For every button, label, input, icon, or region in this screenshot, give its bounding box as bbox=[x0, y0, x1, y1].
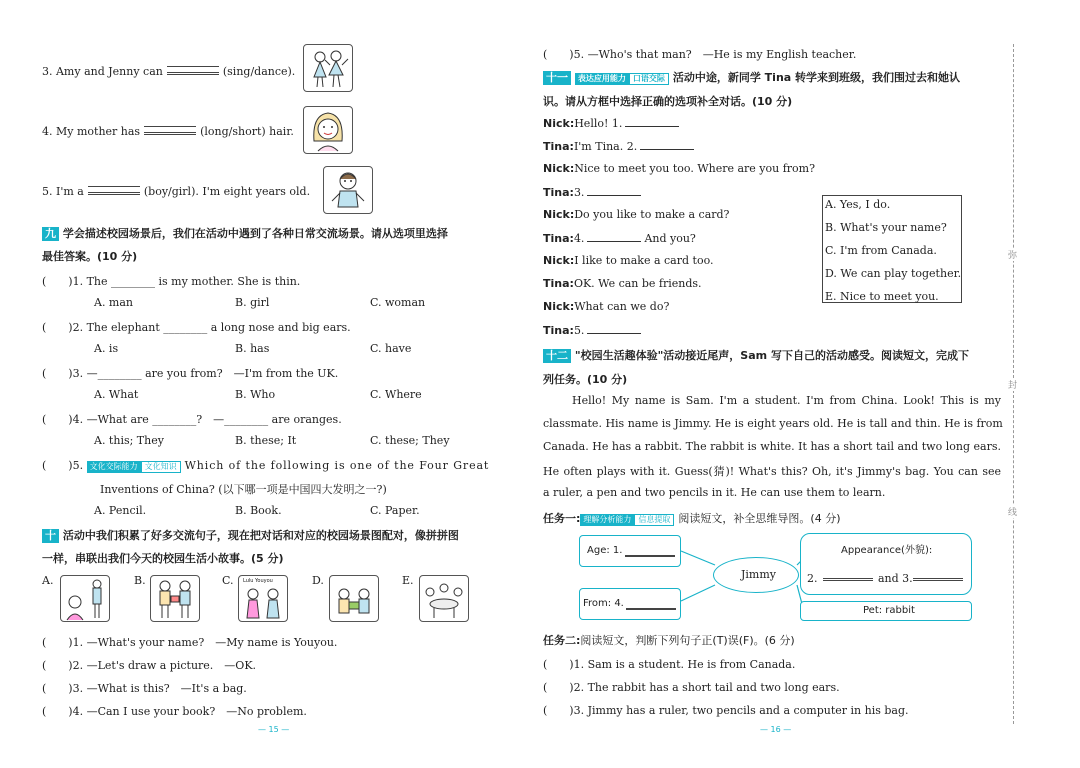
mind-map-appearance-node bbox=[800, 533, 972, 595]
option-item: C. I'm from Canada. bbox=[825, 244, 937, 257]
task-2-label: 任务二: bbox=[543, 634, 581, 647]
mind-3-blank-line2 bbox=[913, 580, 963, 581]
passage-line: a ruler, a pen and two pencils in it. He can use them to learn. bbox=[543, 486, 886, 499]
mc5-tag-topic: 文化知识 bbox=[141, 461, 181, 473]
mc-option-b[interactable]: B. girl bbox=[235, 296, 270, 309]
section-12-line2: 列任务。(10 分) bbox=[543, 373, 628, 386]
dialog-text: I like to make a card too. bbox=[574, 254, 714, 267]
dialog-text: Hello! 1. bbox=[574, 117, 623, 130]
section-10-line2: 一样，串联出我们今天的校园生活小故事。(5 分) bbox=[42, 552, 284, 565]
mc-question-2-paren[interactable]: ( bbox=[42, 321, 47, 334]
speaker-name: Tina: bbox=[543, 324, 574, 337]
mc-option-c[interactable]: C. have bbox=[370, 342, 412, 355]
match-question-2-paren[interactable]: ( bbox=[42, 659, 47, 672]
passage-line: classmate. His name is Jimmy. He is eight years old. He is tall and thin. He is from bbox=[543, 417, 1003, 430]
dialog-text: 4. bbox=[573, 232, 585, 245]
q3-text: 3. Amy and Jenny can bbox=[42, 65, 163, 78]
task-1-text: 阅读短文，补全思维导图。(4 分) bbox=[678, 512, 841, 525]
mc-question-4-paren[interactable]: ( bbox=[42, 413, 47, 426]
mind-map-age-node bbox=[579, 535, 681, 567]
match5-text: )5. —Who's that man? —He is my English teacher. bbox=[569, 48, 857, 61]
mc5-paren[interactable]: ( bbox=[42, 459, 47, 472]
mind-3-label: and 3. bbox=[878, 572, 913, 585]
speaker-name: Nick: bbox=[543, 254, 575, 267]
mind-map-pet-node bbox=[800, 601, 972, 621]
mind-from-blank[interactable] bbox=[626, 597, 676, 609]
option-item: B. What's your name? bbox=[825, 221, 947, 234]
section-11-tag-topic: 口语交际 bbox=[629, 73, 669, 85]
tf-question-2-paren[interactable]: ( bbox=[543, 681, 548, 694]
mc5-option-b[interactable]: B. Book. bbox=[235, 504, 282, 517]
dialog-text: 5. bbox=[573, 324, 585, 337]
match-question-1-paren[interactable]: ( bbox=[42, 636, 47, 649]
mc5-stem: Which of the following is one of the Four Great bbox=[184, 459, 490, 472]
mc-question-3-paren[interactable]: ( bbox=[42, 367, 47, 380]
tf-text: )3. Jimmy has a ruler, two pencils and a computer in his bag. bbox=[569, 704, 909, 717]
match-text: )3. —What is this? —It's a bag. bbox=[68, 682, 247, 695]
section-9-line2: 最佳答案。(10 分) bbox=[42, 250, 138, 263]
speaker-name: Nick: bbox=[543, 117, 575, 130]
mc-option-a[interactable]: A. man bbox=[94, 296, 134, 309]
passage-line: Canada. He has a rabbit. The rabbit is white. It has a short tail and two long ears. bbox=[543, 440, 1001, 453]
dialog-text: Nice to meet you too. Where are you from? bbox=[574, 162, 816, 175]
passage-line: Hello! My name is Sam. I'm a student. I'm from China. Look! This is my bbox=[572, 394, 1001, 407]
mind-2-label: 2. bbox=[807, 572, 818, 585]
task-1-tag-topic: 信息提取 bbox=[634, 514, 674, 526]
tf-question-1-paren[interactable]: ( bbox=[543, 658, 548, 671]
mc-option-b[interactable]: B. has bbox=[235, 342, 270, 355]
mc5-option-c[interactable]: C. Paper. bbox=[370, 504, 420, 517]
tf-text: )1. Sam is a student. He is from Canada. bbox=[569, 658, 796, 671]
mind-age-blank-line2 bbox=[625, 556, 675, 557]
page-number-left: — 15 — bbox=[258, 725, 290, 734]
dialog-text: OK. We can be friends. bbox=[573, 277, 702, 290]
dialog-text: What can we do? bbox=[574, 300, 670, 313]
tf-question-3-paren[interactable]: ( bbox=[543, 704, 548, 717]
match-text: )2. —Let's draw a picture. —OK. bbox=[68, 659, 257, 672]
task-1-label: 任务一: bbox=[543, 512, 581, 525]
mind-map-center-node bbox=[713, 557, 799, 593]
mind-age-blank[interactable] bbox=[625, 544, 675, 556]
pic-label-a: A. bbox=[42, 574, 54, 587]
speaker-name: Tina: bbox=[543, 232, 574, 245]
mind-center-label: Jimmy bbox=[741, 568, 777, 581]
q5-hint: (boy/girl). I'm eight years old. bbox=[143, 185, 311, 198]
task-2-heading bbox=[543, 632, 795, 648]
task-2-text: 阅读短文，判断下列句子正(T)误(F)。(6 分) bbox=[580, 634, 795, 647]
mind-3-blank[interactable] bbox=[913, 567, 963, 579]
mc-question-1-paren[interactable]: ( bbox=[42, 275, 47, 288]
pic-label-b: B. bbox=[134, 574, 146, 587]
match-question-4-paren[interactable]: ( bbox=[42, 705, 47, 718]
option-item: E. Nice to meet you. bbox=[825, 290, 939, 303]
q4-text: 4. My mother has bbox=[42, 125, 141, 138]
mc5-option-a[interactable]: A. Pencil. bbox=[94, 504, 147, 517]
mc-option-a[interactable]: A. What bbox=[94, 388, 139, 401]
dialog-text-tail: And you? bbox=[644, 232, 696, 245]
mc-option-a[interactable]: A. is bbox=[94, 342, 119, 355]
mind-from-label: From: 4. bbox=[583, 598, 624, 609]
tf-question-3 bbox=[543, 702, 909, 718]
dialog-text: Do you like to make a card? bbox=[574, 208, 730, 221]
mc-option-c[interactable]: C. Where bbox=[370, 388, 422, 401]
mc5-stem2: Inventions of China? (以下哪一项是中国四大发明之一?) bbox=[100, 483, 387, 496]
speaker-name: Tina: bbox=[543, 186, 574, 199]
page-number-right: — 16 — bbox=[760, 725, 792, 734]
speaker-name: Nick: bbox=[543, 208, 575, 221]
mind-2-blank-line2 bbox=[823, 580, 873, 581]
pic-label-d: D. bbox=[312, 574, 324, 587]
q5-text: 5. I'm a bbox=[42, 185, 84, 198]
dialog-text: I'm Tina. 2. bbox=[573, 140, 638, 153]
speaker-name: Tina: bbox=[543, 277, 574, 290]
section-10-number: 十 bbox=[42, 529, 59, 543]
section-12-number: 十二 bbox=[543, 349, 571, 363]
seal-char-1: 弥 bbox=[1008, 248, 1017, 261]
mc-option-c[interactable]: C. these; They bbox=[370, 434, 450, 447]
match5-paren[interactable]: ( bbox=[543, 48, 548, 61]
scene-c-names: Lulu Youyou bbox=[243, 578, 273, 584]
pic-label-c: C. bbox=[222, 574, 234, 587]
mind-age-label: Age: 1. bbox=[587, 545, 623, 556]
match-text: )1. —What's your name? —My name is Youyou. bbox=[68, 636, 338, 649]
section-9-line1: 学会描述校园场景后，我们在活动中遇到了各种日常交流场景。请从选项里选择 bbox=[62, 227, 448, 240]
option-item: A. Yes, I do. bbox=[825, 198, 891, 211]
tf-question-1 bbox=[543, 656, 795, 672]
section-11-tag-ability: 表达应用能力 bbox=[575, 73, 629, 85]
mind-from-blank-line2 bbox=[626, 609, 676, 610]
mind-pet-label: Pet: rabbit bbox=[863, 605, 915, 616]
task-1-tag-ability: 理解分析能力 bbox=[580, 514, 634, 526]
passage-line: He often plays with it. Guess(猜)! What's this? Oh, it's Jimmy's bag. You can see bbox=[543, 465, 1001, 478]
mc-option-b[interactable]: B. these; It bbox=[235, 434, 297, 447]
mc-stem: )2. The elephant ________ a long nose and big ears. bbox=[68, 321, 351, 334]
q3-hint: (sing/dance). bbox=[222, 65, 296, 78]
mc-option-b[interactable]: B. Who bbox=[235, 388, 276, 401]
mind-map-from-node bbox=[579, 588, 681, 620]
speaker-name: Nick: bbox=[543, 162, 575, 175]
tf-text: )2. The rabbit has a short tail and two long ears. bbox=[569, 681, 840, 694]
section-11-line2: 识。请从方框中选择正确的选项补全对话。(10 分) bbox=[543, 95, 793, 108]
seal-char-2: 封 bbox=[1008, 378, 1017, 391]
mind-2-blank[interactable] bbox=[823, 567, 873, 579]
section-10-line1: 活动中我们积累了好多交流句子，现在把对话和对应的校园场景图配对，像拼拼图 bbox=[62, 529, 459, 542]
mc5-number: )5. bbox=[68, 459, 84, 472]
dialog-text: 3. bbox=[573, 186, 585, 199]
q4-hint: (long/short) hair. bbox=[200, 125, 294, 138]
mc-stem: )3. —________ are you from? —I'm from the UK. bbox=[68, 367, 339, 380]
section-12-line1: "校园生活趣体验"活动接近尾声，Sam 写下自己的活动感受。阅读短文，完成下 bbox=[574, 349, 969, 362]
section-11-line1: 活动中途，新同学 Tina 转学来到班级，我们围过去和她认 bbox=[672, 71, 961, 84]
pic-label-e: E. bbox=[402, 574, 414, 587]
match-text: )4. —Can I use your book? —No problem. bbox=[68, 705, 307, 718]
section-9-number: 九 bbox=[42, 227, 59, 241]
tf-question-2 bbox=[543, 679, 840, 695]
section-11-number: 十一 bbox=[543, 71, 571, 85]
mind-appearance-label: Appearance(外貌): bbox=[841, 545, 933, 556]
match-question-3-paren[interactable]: ( bbox=[42, 682, 47, 695]
speaker-name: Tina: bbox=[543, 140, 574, 153]
mc-stem: )4. —What are ________? —________ are oranges. bbox=[68, 413, 342, 426]
mc-stem: )1. The ________ is my mother. She is thin. bbox=[68, 275, 301, 288]
mc-option-c[interactable]: C. woman bbox=[370, 296, 426, 309]
option-item: D. We can play together. bbox=[825, 267, 962, 280]
seal-char-3: 线 bbox=[1008, 505, 1017, 518]
mc5-tag-ability: 文化交际能力 bbox=[87, 461, 141, 473]
speaker-name: Nick: bbox=[543, 300, 575, 313]
mc-option-a[interactable]: A. this; They bbox=[94, 434, 164, 447]
